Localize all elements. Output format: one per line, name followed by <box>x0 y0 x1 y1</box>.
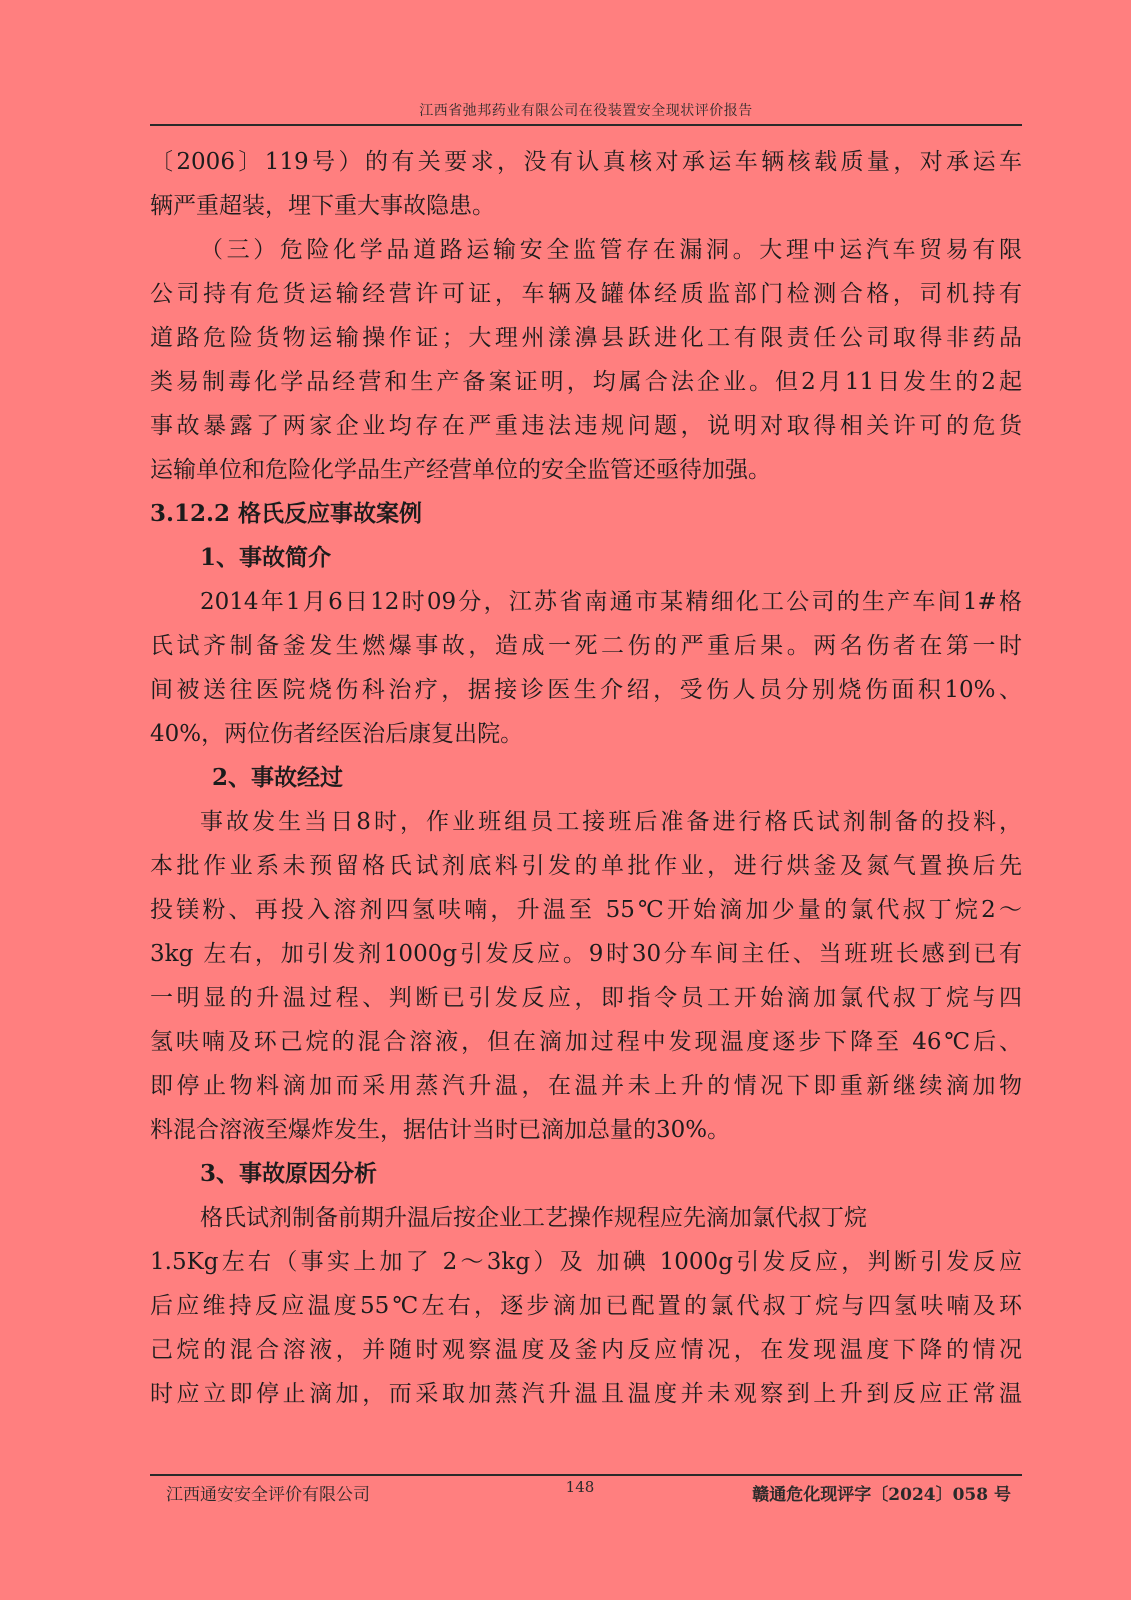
subsection-heading: 2、事故经过 <box>212 764 344 791</box>
body-line: 事故暴露了两家企业均存在严重违法违规问题，说明对取得相关许可的危货 <box>150 413 1022 439</box>
body-line: 己烷的混合溶液，并随时观察温度及釜内反应情况，在发现温度下降的情况 <box>150 1337 1022 1363</box>
body-line: 公司持有危货运输经营许可证，车辆及罐体经质监部门检测合格，司机持有 <box>150 281 1022 307</box>
body-line: 投镁粉、再投入溶剂四氢呋喃，升温至 55℃开始滴加少量的氯代叔丁烷2～ <box>150 897 1022 923</box>
body-line: 类易制毒化学品经营和生产备案证明，均属合法企业。但2月11日发生的2起 <box>150 369 1022 395</box>
body-line: 料混合溶液至爆炸发生，据估计当时已滴加总量的30%。 <box>150 1117 731 1143</box>
body-line: （三）危险化学品道路运输安全监管存在漏洞。大理中运汽车贸易有限 <box>200 237 1022 263</box>
body-line: 格氏试剂制备前期升温后按企业工艺操作规程应先滴加氯代叔丁烷 <box>200 1205 867 1231</box>
body-line: 辆严重超装，埋下重大事故隐患。 <box>150 193 495 219</box>
body-line: 氢呋喃及环己烷的混合溶液，但在滴加过程中发现温度逐步下降至 46℃后、 <box>150 1029 1022 1055</box>
body-line: 40%，两位伤者经医治后康复出院。 <box>150 721 524 747</box>
footer-document-number: 赣通危化现评字〔2024〕058 号 <box>752 1485 1011 1505</box>
footer-divider <box>150 1474 1022 1476</box>
section-heading: 3.12.2 格氏反应事故案例 <box>150 500 423 527</box>
page-number: 148 <box>565 1478 595 1496</box>
body-line: 3kg 左右，加引发剂1000g引发反应。9时30分车间主任、当班班长感到已有 <box>150 941 1022 967</box>
body-line: 时应立即停止滴加，而采取加蒸汽升温且温度并未观察到上升到反应正常温 <box>150 1381 1022 1407</box>
body-line: 道路危险货物运输操作证；大理州漾濞县跃进化工有限责任公司取得非药品 <box>150 325 1022 351</box>
body-line: 即停止物料滴加而采用蒸汽升温，在温并未上升的情况下即重新继续滴加物 <box>150 1073 1022 1099</box>
body-line: 一明显的升温过程、判断已引发反应，即指令员工开始滴加氯代叔丁烷与四 <box>150 985 1022 1011</box>
body-line: 1.5Kg左右（事实上加了 2～3kg）及 加碘 1000g引发反应，判断引发反应 <box>150 1249 1022 1275</box>
subsection-heading: 3、事故原因分析 <box>200 1160 378 1187</box>
header-divider <box>150 124 1022 126</box>
document-body <box>150 140 1022 1416</box>
subsection-heading: 1、事故简介 <box>200 544 332 571</box>
body-line: 本批作业系未预留格氏试剂底料引发的单批作业，进行烘釜及氮气置换后先 <box>150 853 1022 879</box>
body-line: 间被送往医院烧伤科治疗，据接诊医生介绍，受伤人员分别烧伤面积10%、 <box>150 677 1022 703</box>
body-line: 氏试齐制备釜发生燃爆事故，造成一死二伤的严重后果。两名伤者在第一时 <box>150 633 1022 659</box>
body-line: 事故发生当日8时，作业班组员工接班后准备进行格氏试剂制备的投料， <box>200 809 1022 835</box>
body-line: 后应维持反应温度55℃左右，逐步滴加已配置的氯代叔丁烷与四氢呋喃及环 <box>150 1293 1022 1319</box>
body-line: 〔2006〕119号）的有关要求，没有认真核对承运车辆核载质量，对承运车 <box>150 149 1022 175</box>
page-header-title: 江西省弛邦药业有限公司在役装置安全现状评价报告 <box>419 103 753 119</box>
body-line: 运输单位和危险化学品生产经营单位的安全监管还亟待加强。 <box>150 457 771 483</box>
footer-company: 江西通安安全评价有限公司 <box>166 1485 370 1505</box>
body-line: 2014年1月6日12时09分，江苏省南通市某精细化工公司的生产车间1#格 <box>200 589 1022 615</box>
